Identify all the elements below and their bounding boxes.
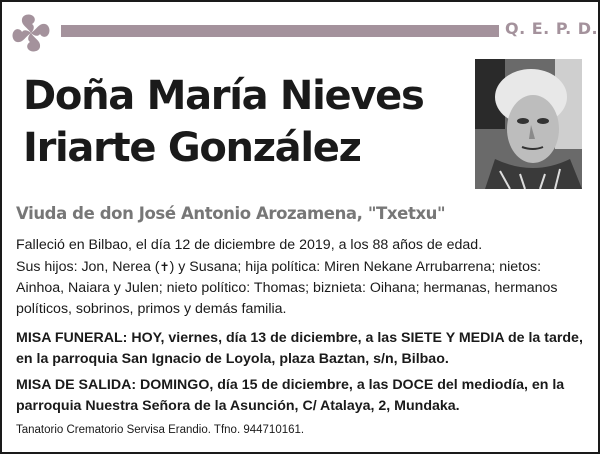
- widow-of-subtitle: Viuda de don José Antonio Arozamena, "Txetxu": [16, 204, 446, 223]
- qepd-label: Q. E. P. D.: [505, 19, 599, 38]
- funeral-mass-info: MISA FUNERAL: HOY, viernes, día 13 de diciembre, a las SIETE Y MEDIA de la tarde, en la parroquia San Ignacio de Loyola, plaza Baztan, s/n, Bilbao.: [16, 330, 583, 367]
- name-line-2: Iriarte González: [23, 125, 361, 171]
- header-bar: [61, 25, 499, 37]
- lauburu-icon: [7, 9, 55, 57]
- death-notice: Falleció en Bilbao, el día 12 de diciembre de 2019, a los 88 años de edad.: [16, 237, 483, 253]
- portrait-photo: [475, 59, 582, 189]
- family-list: [16, 257, 586, 320]
- family-text-start: Sus hijos: Jon, Nerea (: [16, 259, 160, 275]
- portrait-image: [475, 59, 582, 189]
- funeral-home-info: Tanatorio Crematorio Servisa Erandio. Tfno. 944710161.: [16, 424, 305, 436]
- departure-mass-info: MISA DE SALIDA: DOMINGO, día 15 de diciembre, a las DOCE del mediodía, en la parroquia Nuestra Señora de la Asunción, C/ Atalaya, 2, Mundaka.: [16, 377, 565, 414]
- name-line-1: Doña María Nieves: [23, 73, 424, 119]
- family-text-end: ) y Susana; hija política: Miren Nekane Arrubarrena; nietos: Ainhoa, Naiara y Julen; nieto político: Thomas; biznieta: Oihana; hermanas, hermanos políticos, sobrinos, primos y demás familia.: [16, 259, 558, 317]
- cross-icon: ✝: [159, 260, 170, 274]
- deceased-name: [23, 70, 463, 174]
